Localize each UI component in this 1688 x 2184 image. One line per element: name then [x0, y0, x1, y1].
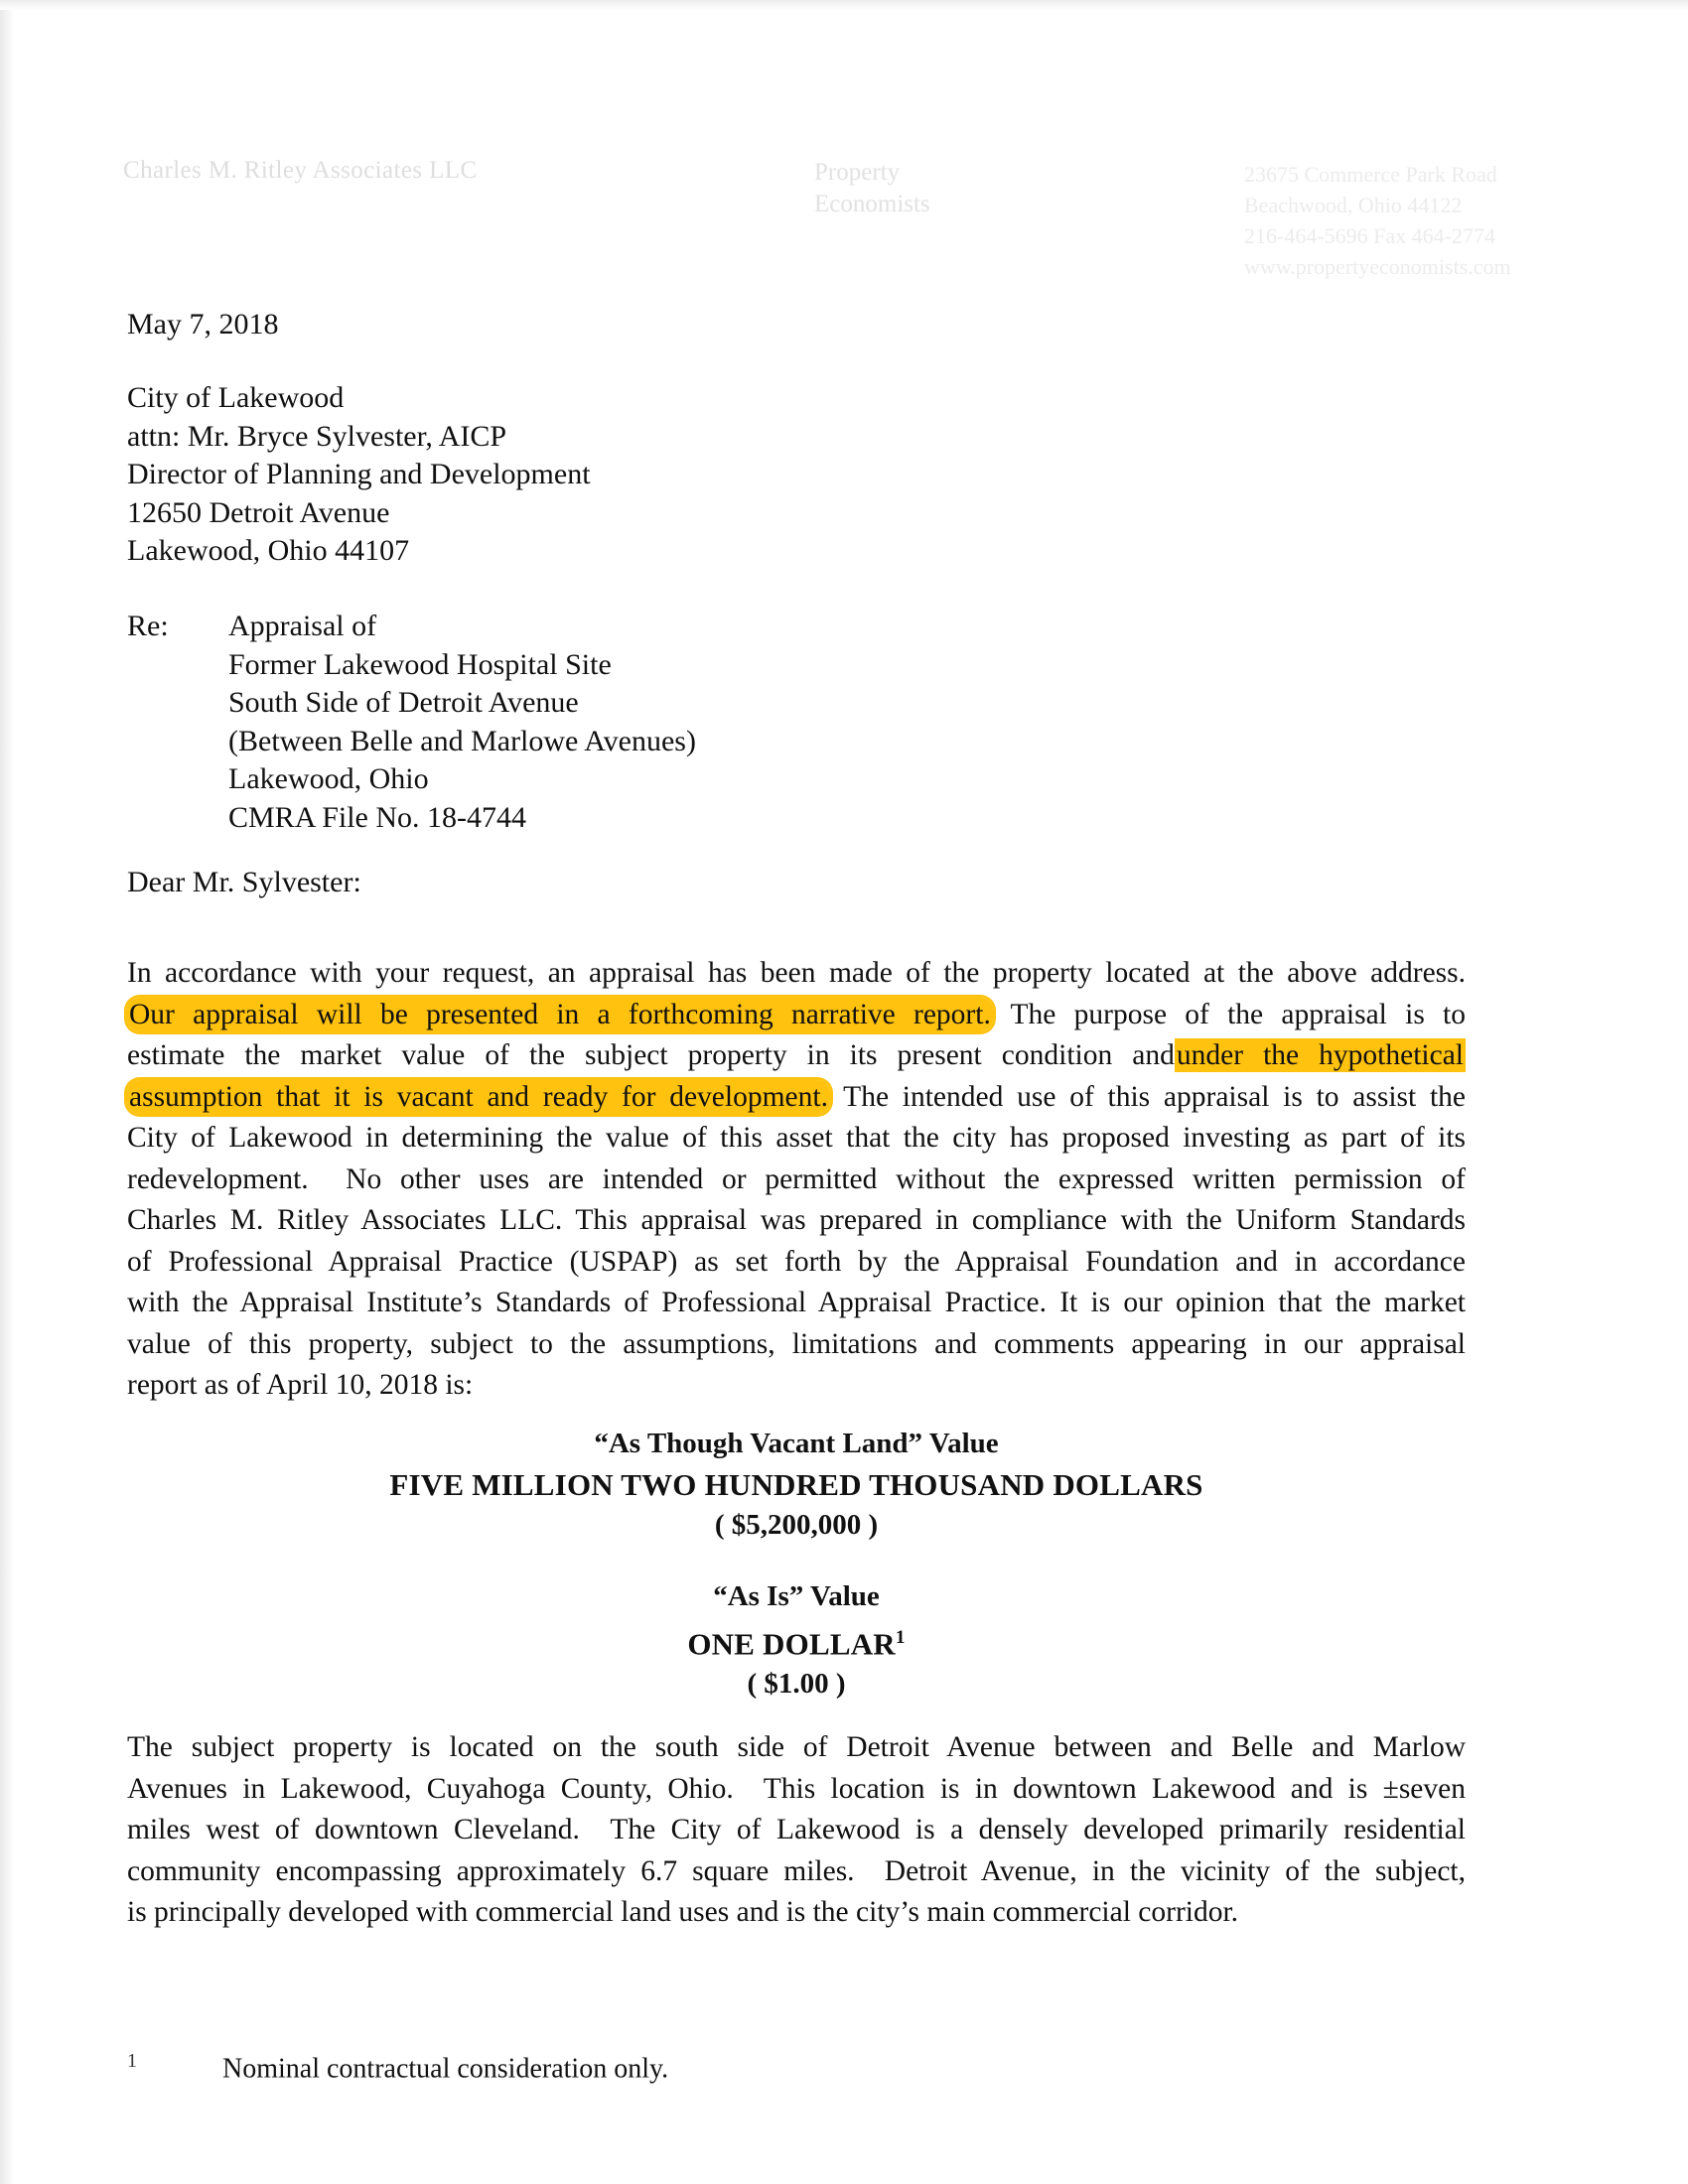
scan-edge-left [0, 0, 14, 2184]
value-1-amount: ( $5,200,000 ) [714, 1509, 879, 1541]
subject-lines [228, 608, 696, 837]
footnote-text: Nominal contractual consideration only. [222, 2053, 669, 2085]
letterhead-address-line4: www.propertyeconomists.com [1244, 254, 1511, 279]
subject-line-between: (Between Belle and Marlowe Avenues) [228, 724, 696, 757]
letterhead-tagline-line2: Economists [814, 191, 930, 217]
paragraph-1-line-9: with the Appraisal Institute’s Standards of Professional Appraisal Practice. It is our opinion that the market [127, 1287, 1466, 1318]
letterhead-address-line1: 23675 Commerce Park Road [1244, 162, 1497, 187]
paragraph-1-line-6: redevelopment. No other uses are intended or permitted without the expressed written permission of [127, 1162, 1466, 1195]
highlight-vacant-and-ready-for-development: assumption that it is vacant and ready for development. [129, 1080, 828, 1113]
paragraph-2-line-3: miles west of downtown Cleveland. The City of Lakewood is a densely developed primarily residential [127, 1814, 1466, 1845]
paragraph-1-line-7: Charles M. Ritley Associates LLC. This appraisal was prepared in compliance with the Uniform Standards [127, 1204, 1466, 1236]
body-paragraph-2 [127, 1727, 1466, 1934]
paragraph-1-line-4-rest: The intended use of this appraisal is to assist the [829, 1080, 1466, 1113]
letterhead-tagline [814, 157, 930, 220]
letterhead-address-line2: Beachwood, Ohio 44122 [1244, 193, 1463, 217]
subject-line-file-number: CMRA File No. 18-4744 [228, 800, 527, 834]
value-2-words [127, 1617, 1466, 1664]
paragraph-1-line-3-pre: estimate the market value of the subject property in its present condition and [127, 1039, 1175, 1071]
subject-line-site: Former Lakewood Hospital Site [228, 647, 612, 681]
subject-line-city: Lakewood, Ohio [228, 762, 429, 795]
value-2-title: “As Is” Value [713, 1580, 880, 1612]
recipient-street: 12650 Detroit Avenue [127, 495, 390, 529]
recipient-attention: attn: Mr. Bryce Sylvester, AICP [127, 419, 507, 453]
value-2-words-text: ONE DOLLAR [687, 1626, 896, 1662]
paragraph-2-line-2: Avenues in Lakewood, Cuyahoga County, Ohio. This location is in downtown Lakewood and is ±seven [127, 1772, 1466, 1805]
recipient-organization: City of Lakewood [127, 381, 345, 414]
paragraph-1-line-2 [127, 995, 1466, 1036]
paragraph-1-line-10: value of this property, subject to the assumptions, limitations and comments appearing in our appraisal [127, 1327, 1466, 1360]
value-block-as-though-vacant-land [127, 1424, 1466, 1546]
recipient-city-state-zip: Lakewood, Ohio 44107 [127, 534, 410, 567]
footnote-marker: 1 [127, 2050, 137, 2072]
letter-date: May 7, 2018 [127, 308, 279, 341]
value-2-amount: ( $1.00 ) [747, 1668, 846, 1701]
value-block-as-is [127, 1576, 1466, 1705]
subject-label: Re: [127, 610, 169, 642]
recipient-address-block [127, 379, 591, 571]
footnote-reference-marker: 1 [895, 1627, 906, 1648]
value-1-words: FIVE MILLION TWO HUNDRED THOUSAND DOLLARS [389, 1467, 1203, 1502]
paragraph-1-line-11: report as of April 10, 2018 is: [127, 1369, 474, 1401]
paragraph-1-line-5: City of Lakewood in determining the value of this asset that the city has proposed investing as part of its [127, 1122, 1466, 1154]
paragraph-1-line-3 [127, 1035, 1466, 1077]
footnote [127, 2050, 668, 2085]
scan-edge-top [0, 0, 1688, 10]
body-paragraph-1 [127, 953, 1466, 1407]
letterhead-address [1244, 159, 1511, 282]
letterhead-address-line3: 216-464-5696 Fax 464-2774 [1244, 223, 1495, 248]
paragraph-2-line-4: community encompassing approximately 6.7 square miles. Detroit Avenue, in the vicinity of the subject, [127, 1854, 1466, 1887]
letterhead-firm-name: Charles M. Ritley Associates LLC [123, 157, 478, 184]
paragraph-1-line-1: In accordance with your request, an appraisal has been made of the property located at the above address. [127, 957, 1466, 989]
subject-line-appraisal-of: Appraisal of [228, 610, 377, 642]
paragraph-2-line-5: is principally developed with commercial land uses and is the city’s main commercial corridor. [127, 1896, 1239, 1928]
letterhead-tagline-line1: Property [814, 159, 901, 186]
salutation: Dear Mr. Sylvester: [127, 866, 361, 898]
value-1-title: “As Though Vacant Land” Value [594, 1428, 999, 1459]
highlight-under-the-hypothetical: under the hypothetical [1176, 1039, 1464, 1071]
paragraph-1-line-4 [127, 1077, 1466, 1119]
paragraph-2-line-1: The subject property is located on the south side of Detroit Avenue between and Belle and Marlow [127, 1731, 1466, 1763]
recipient-title: Director of Planning and Development [127, 458, 591, 490]
paragraph-1-line-2-rest: The purpose of the appraisal is to [992, 998, 1466, 1030]
subject-block [127, 608, 696, 837]
paragraph-1-line-8: of Professional Appraisal Practice (USPAP) as set forth by the Appraisal Foundation and in accordance [127, 1245, 1466, 1278]
subject-line-location: South Side of Detroit Avenue [228, 686, 579, 719]
highlight-forthcoming-narrative-report: Our appraisal will be presented in a forthcoming narrative report. [129, 998, 991, 1030]
